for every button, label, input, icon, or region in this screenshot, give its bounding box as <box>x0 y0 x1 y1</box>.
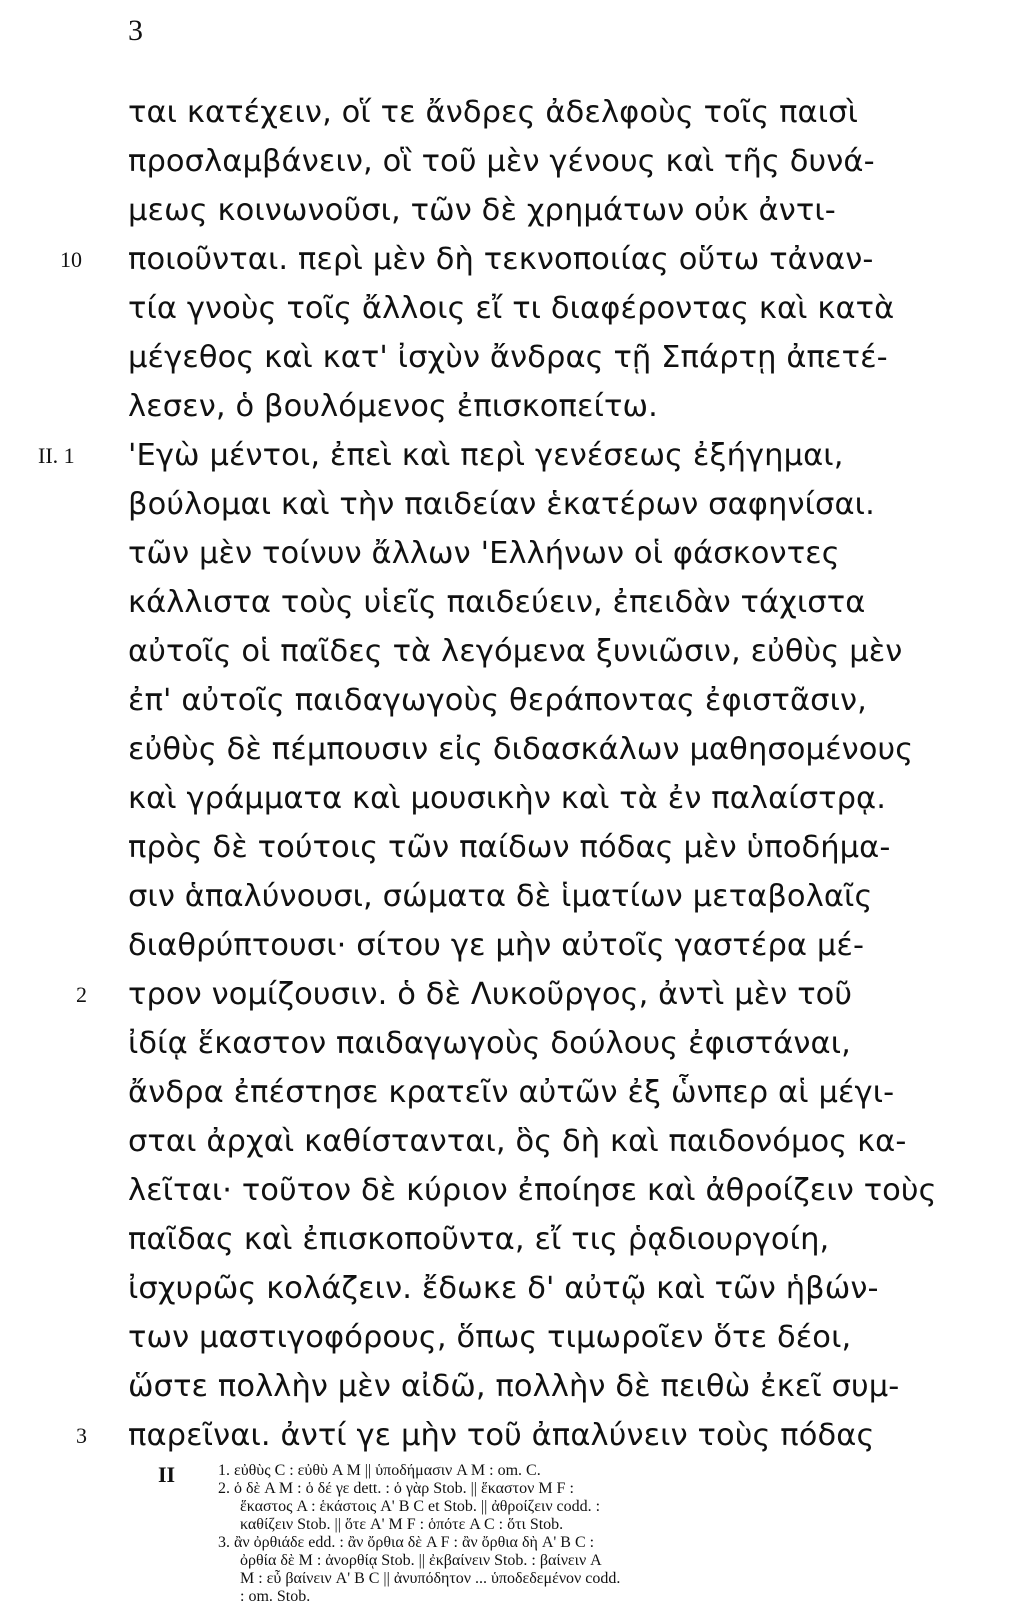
apparatus-line: 2. ὁ δὲ A M : ὁ δέ γε dett. : ὁ γὰρ Stob. || ἕκαστον M F : <box>218 1480 574 1497</box>
page-number: 3 <box>128 14 143 47</box>
text-line: ὥστε πολλὴν μὲν αἰδῶ, πολλὴν δὲ πειθὼ ἐκεῖ συμ- <box>128 1369 900 1404</box>
text-line: καὶ γράμματα καὶ μουσικὴν καὶ τὰ ἐν παλαίστρᾳ. <box>128 781 887 816</box>
text-line: βούλομαι καὶ τὴν παιδείαν ἑκατέρων σαφηνίσαι. <box>128 487 875 522</box>
text-line: ἰδίᾳ ἕκαστον παιδαγωγοὺς δούλους ἐφιστάναι, <box>128 1026 851 1061</box>
text-line: τρον νομίζουσιν. ὁ δὲ Λυκοῦργος, ἀντὶ μὲν τοῦ <box>128 977 853 1012</box>
text-line: τία γνοὺς τοῖς ἄλλοις εἴ τι διαφέροντας καὶ κατὰ <box>128 291 895 326</box>
text-line: των μαστιγοφόρους, ὅπως τιμωροῖεν ὅτε δέοι, <box>128 1320 852 1355</box>
text-line: λεσεν, ὁ βουλόμενος ἐπισκοπείτω. <box>128 389 658 424</box>
text-line: ται κατέχειν, οἵ τε ἄνδρες ἀδελφοὺς τοῖς παισὶ <box>128 95 859 130</box>
apparatus-line: ἕκαστος A : ἑκάστοις A' B C et Stob. || ἀθροίζειν codd. : <box>240 1498 601 1515</box>
text-line: ἄνδρα ἐπέστησε κρατεῖν αὐτῶν ἐξ ὧνπερ αἱ μέγι- <box>128 1075 895 1110</box>
apparatus-chapter-label: II <box>158 1462 176 1487</box>
text-line: λεῖται· τοῦτον δὲ κύριον ἐποίησε καὶ ἀθροίζειν τοὺς <box>128 1173 937 1208</box>
line-number-10: 10 <box>60 247 82 272</box>
text-line: παρεῖναι. ἀντί γε μὴν τοῦ ἀπαλύνειν τοὺς πόδας <box>128 1418 875 1453</box>
text-line: εὐθὺς δὲ πέμπουσιν εἰς διδασκάλων μαθησομένους <box>128 732 914 767</box>
apparatus-line: 3. ἂν ὀρθιάδε edd. : ἂν ὄρθια δὲ A F : ἂν ὄρθια δὴ A' B C : <box>218 1534 595 1551</box>
text-line: πρὸς δὲ τούτοις τῶν παίδων πόδας μὲν ὑποδήμα- <box>128 830 891 865</box>
text-line: αὐτοῖς οἱ παῖδες τὰ λεγόμενα ξυνιῶσιν, εὐθὺς μὲν <box>128 634 903 669</box>
text-line: ἰσχυρῶς κολάζειν. ἔδωκε δ' αὐτῷ καὶ τῶν ἡβών- <box>128 1271 879 1306</box>
text-line: τῶν μὲν τοίνυν ἄλλων 'Ελλήνων οἱ φάσκοντες <box>128 536 840 571</box>
apparatus-line: M : εὖ βαίνειν A' B C || ἀνυπόδητον ... ὑποδεδεμένον codd. <box>240 1570 621 1587</box>
text-line: σιν ἁπαλύνουσι, σώματα δὲ ἱματίων μεταβολαῖς <box>128 879 873 914</box>
text-line: μέγεθος καὶ κατ' ἰσχὺν ἄνδρας τῇ Σπάρτῃ ἀπετέ- <box>128 340 888 375</box>
text-line: σται ἀρχαὶ καθίστανται, ὃς δὴ καὶ παιδονόμος κα- <box>128 1124 907 1159</box>
section-marker-2: 2 <box>76 982 87 1007</box>
apparatus-line: καθίζειν Stob. || ὅτε A' M F : ὁπότε A C : ὅτι Stob. <box>240 1516 564 1533</box>
text-line: διαθρύπτουσι· σίτου γε μὴν αὐτοῖς γαστέρα μέ- <box>128 928 865 963</box>
apparatus-line: ὀρθία δὲ M : ἀνορθίᾳ Stob. || ἐκβαίνειν Stob. : βαίνειν A <box>240 1552 602 1569</box>
text-line: ποιοῦνται. περὶ μὲν δὴ τεκνοποιίας οὕτω τἀναν- <box>128 242 874 277</box>
apparatus-line: 1. εὐθὺς C : εὐθὺ A M || ὑποδήμασιν A M : om. C. <box>218 1462 541 1479</box>
text-line: προσλαμβάνειν, οἳ τοῦ μὲν γένους καὶ τῆς δυνά- <box>128 144 875 179</box>
text-line: 'Εγὼ μέντοι, ἐπεὶ καὶ περὶ γενέσεως ἐξήγημαι, <box>128 438 844 473</box>
apparatus-line: : om. Stob. <box>240 1588 311 1605</box>
text-line: μεως κοινωνοῦσι, τῶν δὲ χρημάτων οὐκ ἀντι- <box>128 193 836 228</box>
section-marker-3: 3 <box>76 1423 87 1448</box>
text-line: ἐπ' αὐτοῖς παιδαγωγοὺς θεράποντας ἐφιστᾶσιν, <box>128 683 867 718</box>
text-line: κάλλιστα τοὺς υἱεῖς παιδεύειν, ἐπειδὰν τάχιστα <box>128 585 866 620</box>
text-line: παῖδας καὶ ἐπισκοποῦντα, εἴ τις ῥᾳδιουργοίη, <box>128 1222 830 1257</box>
chapter-marker: II. 1 <box>38 443 75 468</box>
